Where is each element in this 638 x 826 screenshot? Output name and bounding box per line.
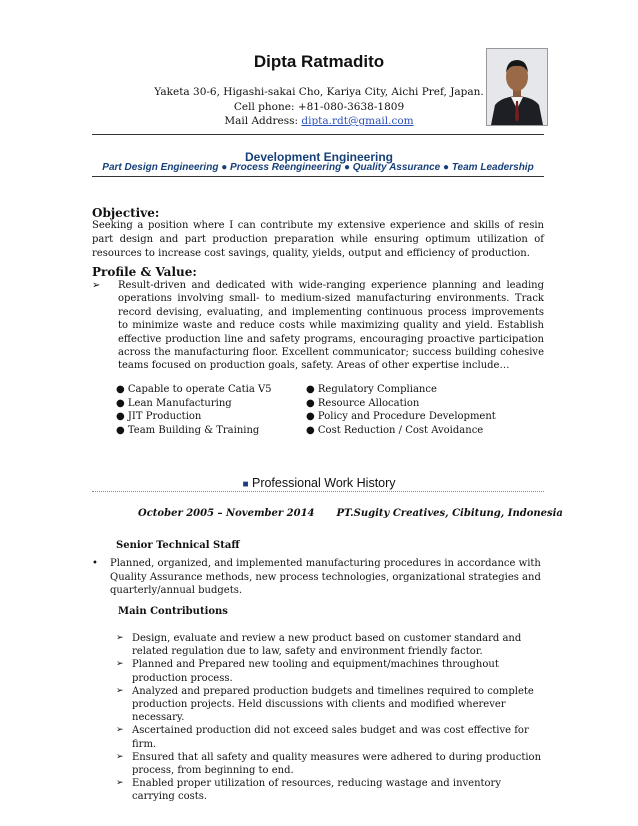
list-item — [116, 777, 546, 803]
phone: Cell phone: +81-080-3638-1809 — [233, 101, 405, 113]
expertise-item: ● Resource Allocation — [306, 397, 420, 409]
mail-link[interactable]: dipta.rdt@gmail.com — [301, 115, 414, 127]
work-history-heading — [0, 476, 638, 490]
contrib-text: Analyzed and prepared production budgets and timelines required to complete production projects. Held discussions with clients and modified wherever necessary. — [132, 685, 534, 724]
work-history-title: Professional Work History — [251, 476, 396, 490]
profile-text: Result-driven and dedicated with wide-ranging experience planning and leading operations involving small- to medium-sized manufacturing environments. Track record devising, evaluating, and implementing continuous process improvements to minimize waste and reduce costs while maximizing quality and yield. Establish effective production line and safety programs, encouraging proactive participation across the manufacturing floor. Excellent communicator; success building cohesive teams focused on production goals, safety. Areas of other expertise include… — [118, 280, 544, 372]
profile-heading: Profile & Value: — [92, 265, 197, 279]
objective-heading: Objective: — [92, 206, 160, 220]
arrow-bullet-icon: ➢ — [116, 633, 124, 643]
arrow-bullet-icon: ➢ — [116, 659, 124, 670]
contrib-text: Enabled proper utilization of resources, reducing wastage and inventory carrying costs. — [132, 778, 501, 803]
arrow-bullet-icon: ➢ — [92, 280, 101, 291]
work-rule — [92, 491, 544, 492]
profile-block — [92, 279, 544, 373]
job-title: Senior Technical Staff — [116, 540, 240, 551]
dot-bullet-icon: • — [92, 558, 98, 569]
contrib-text: Planned and Prepared new tooling and equipment/machines throughout production process. — [132, 659, 499, 684]
list-item — [116, 724, 546, 750]
contrib-list — [116, 632, 546, 804]
contrib-text: Design, evaluate and review a new product based on customer standard and related regulation due to law, safety and environment friendly factor. — [132, 633, 522, 658]
expertise-item: ● Regulatory Compliance — [306, 384, 437, 395]
objective-text: Seeking a position where I can contribute my extensive experience and skills of resin part design and part production preparation while ensuring optimum utilization of resources to increase cost savings, quality, yields, output and efficiency of production. — [92, 220, 544, 259]
job-summary — [92, 557, 544, 598]
expertise-item: ● Cost Reduction / Cost Avoidance — [306, 424, 484, 436]
expertise-item: ● Lean Manufacturing — [116, 397, 232, 409]
expertise-item: ● Capable to operate Catia V5 — [116, 384, 272, 395]
square-bullet-icon: ■ — [242, 479, 249, 490]
job-summary-text: Planned, organized, and implemented manufacturing procedures in accordance with Quality Assurance methods, new process technologies, organizational strategies and quarterly/annual budgets. — [110, 558, 541, 597]
expertise-grid — [116, 383, 536, 437]
list-item — [116, 632, 546, 658]
resume-name: Dipta Ratmadito — [253, 52, 385, 71]
list-item — [116, 751, 546, 777]
address: Yaketa 30-6, Higashi-sakai Cho, Kariya City, Aichi Pref, Japan. — [154, 86, 484, 98]
expertise-item: ● Policy and Procedure Development — [306, 411, 496, 423]
mail-label: Mail Address: — [224, 115, 302, 127]
job-line — [138, 508, 563, 519]
contrib-text: Ensured that all safety and quality measures were adhered to during production process, from beginning to end. — [132, 751, 542, 777]
list-item — [116, 685, 546, 725]
expertise-item: ● JIT Production — [116, 411, 202, 423]
expertise-item: ● Team Building & Training — [116, 424, 260, 436]
job-company: PT.Sugity Creatives, Cibitung, Indonesia — [336, 508, 563, 519]
arrow-bullet-icon: ➢ — [116, 778, 124, 789]
list-item — [116, 658, 546, 684]
header-rule — [92, 134, 544, 135]
job-period: October 2005 – November 2014 — [138, 508, 315, 519]
skills-line: Part Design Engineering ● Process Reengineering ● Quality Assurance ● Team Leadership — [92, 162, 544, 177]
discipline-title: Development Engineering — [244, 150, 394, 164]
contrib-text: Ascertained production did not exceed sales budget and was cost effective for firm. — [132, 725, 529, 750]
arrow-bullet-icon: ➢ — [116, 725, 124, 736]
arrow-bullet-icon: ➢ — [116, 685, 124, 696]
contrib-heading: Main Contributions — [118, 606, 228, 617]
profile-photo — [486, 48, 548, 126]
arrow-bullet-icon: ➢ — [116, 751, 124, 762]
